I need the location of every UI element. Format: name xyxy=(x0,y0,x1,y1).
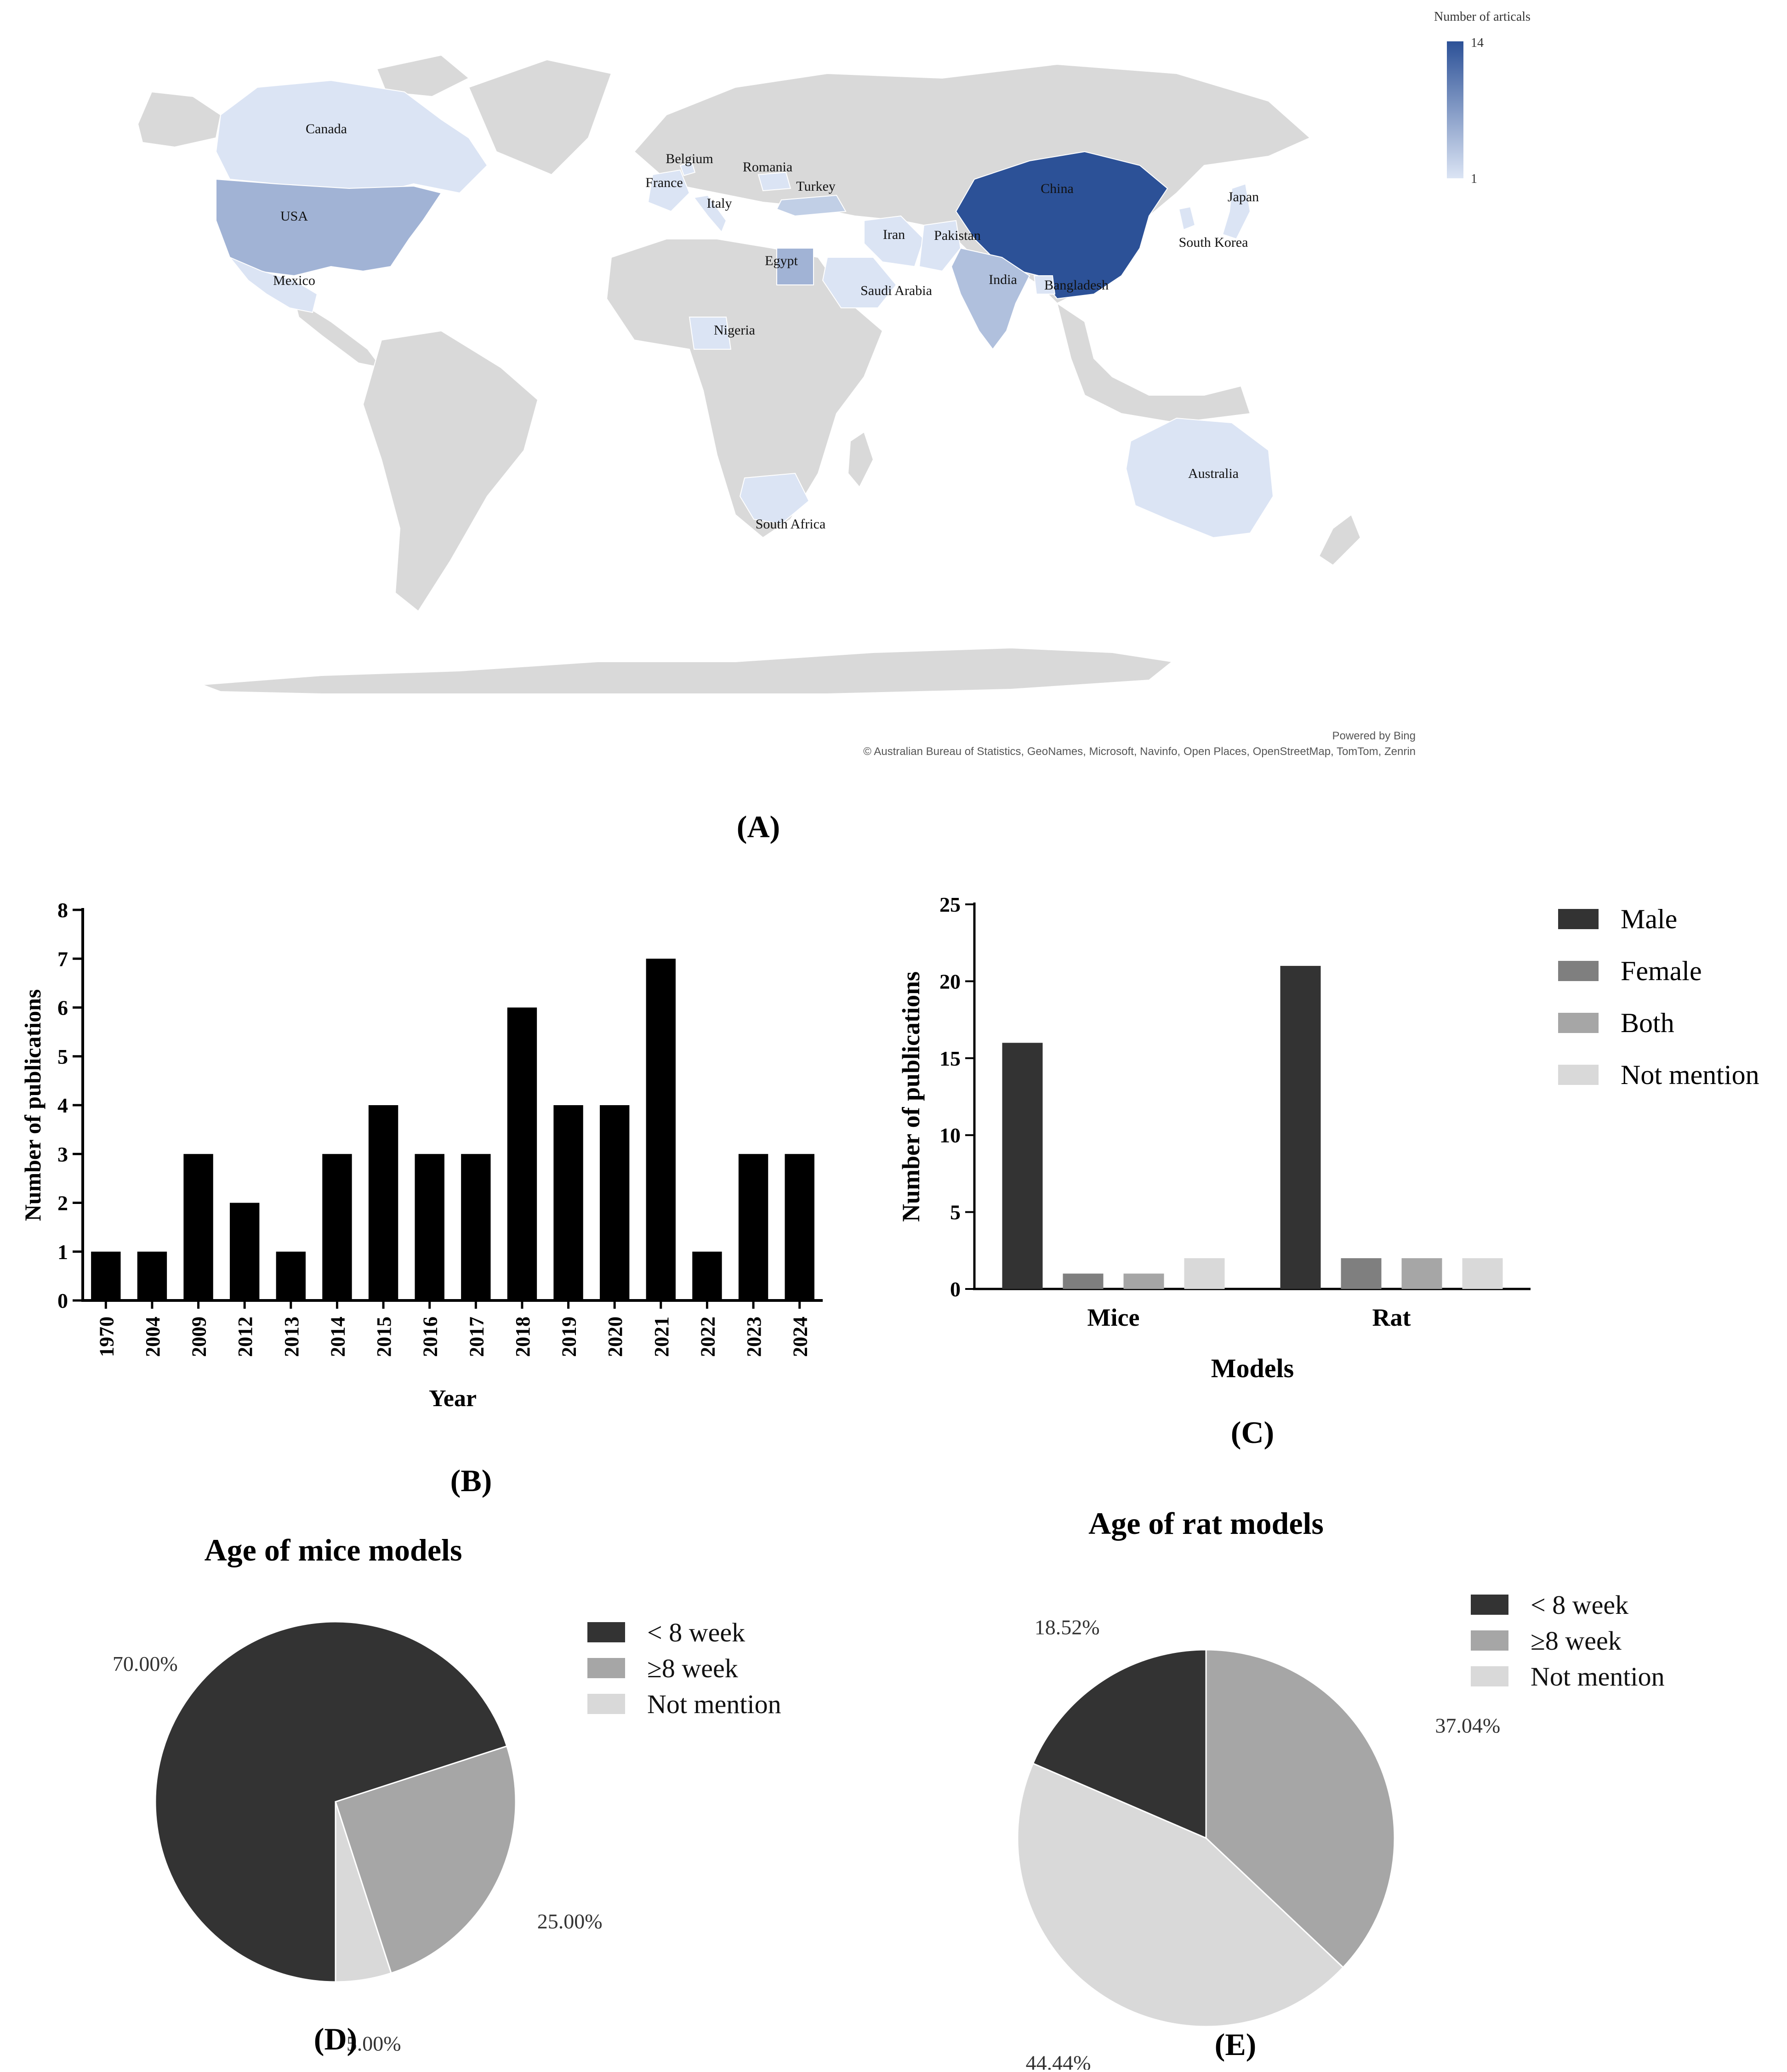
y-axis-title: Number of publications xyxy=(20,989,46,1221)
bar-2018 xyxy=(507,1008,537,1301)
alaska-land xyxy=(138,92,221,147)
legend-label-both: Both xyxy=(1621,1008,1674,1038)
legend-swatch-0 xyxy=(587,1622,625,1642)
country-label-romania: Romania xyxy=(742,159,793,175)
bar-2020 xyxy=(600,1105,629,1300)
y-tick-label: 20 xyxy=(939,970,961,993)
bar-2014 xyxy=(322,1154,352,1300)
country-label-belgium: Belgium xyxy=(666,151,713,166)
sex-bar-panel xyxy=(873,873,1787,1461)
x-tick-label: Rat xyxy=(1372,1304,1411,1331)
bar-2019 xyxy=(553,1105,583,1300)
legend-label-not-mention: Not mention xyxy=(1621,1060,1759,1090)
bar-2015 xyxy=(369,1105,398,1300)
x-tick-label: 2024 xyxy=(789,1317,812,1357)
bar-rat-female xyxy=(1341,1258,1382,1289)
panel-label-c: (C) xyxy=(1230,1415,1275,1450)
country-canada xyxy=(216,80,487,193)
bar-2012 xyxy=(230,1203,259,1301)
y-tick-label: 8 xyxy=(57,898,68,922)
y-tick-label: 2 xyxy=(57,1191,68,1215)
legend-swatch-both xyxy=(1558,1013,1599,1033)
pie-value-label: 70.00% xyxy=(112,1652,178,1676)
bar-2004 xyxy=(137,1252,167,1300)
bar-mice-female xyxy=(1063,1274,1104,1289)
country-label-turkey: Turkey xyxy=(796,179,836,194)
pie-value-label: 5.00% xyxy=(346,2032,401,2055)
panel-label-e: (E) xyxy=(1214,2027,1257,2062)
legend-label-0: < 8 week xyxy=(1531,1590,1629,1620)
legend-label-female: Female xyxy=(1621,956,1702,986)
year-bar-panel xyxy=(0,873,873,1498)
country-label-nigeria: Nigeria xyxy=(714,323,755,338)
x-tick-label: 2021 xyxy=(650,1317,673,1357)
legend-min-label: 1 xyxy=(1471,172,1477,186)
y-tick-label: 3 xyxy=(57,1142,68,1166)
bar-mice-both xyxy=(1124,1274,1164,1289)
y-tick-label: 5 xyxy=(57,1045,68,1068)
legend-swatch-2 xyxy=(1471,1666,1508,1686)
world-map xyxy=(0,0,1787,804)
x-tick-label: 2023 xyxy=(743,1317,766,1357)
legend-swatch-female xyxy=(1558,961,1599,981)
panel-label-d: (D) xyxy=(313,2021,358,2056)
x-tick-label: 2014 xyxy=(326,1317,349,1357)
x-tick-label: 2017 xyxy=(465,1317,488,1357)
bar-mice-male xyxy=(1002,1043,1043,1289)
pie-value-label: 37.04% xyxy=(1435,1714,1501,1737)
pie-value-label: 25.00% xyxy=(537,1909,603,1933)
x-tick-label: 2013 xyxy=(280,1317,303,1357)
map-attribution: © Australian Bureau of Statistics, GeoNames, Microsoft, Navinfo, Open Places, OpenStreetMap, TomTom, Zenrin xyxy=(863,745,1416,758)
x-tick-label: Mice xyxy=(1087,1304,1140,1331)
legend-swatch-0 xyxy=(1471,1595,1508,1615)
y-tick-label: 5 xyxy=(950,1200,961,1224)
country-label-usa: USA xyxy=(280,209,308,224)
antarctica-land xyxy=(202,648,1172,694)
country-label-mexico: Mexico xyxy=(273,273,315,288)
x-axis-title: Models xyxy=(1211,1353,1294,1383)
publications-by-year-chart xyxy=(0,873,873,1498)
country-label-pakistan: Pakistan xyxy=(934,228,981,243)
country-label-india: India xyxy=(989,272,1017,287)
country-label-china: China xyxy=(1041,181,1074,196)
y-tick-label: 25 xyxy=(939,893,961,916)
bar-2017 xyxy=(461,1154,490,1300)
pie-title: Age of rat models xyxy=(1088,1506,1324,1541)
y-axis-title: Number of publications xyxy=(897,971,925,1222)
bar-rat-male xyxy=(1280,966,1321,1289)
rat-age-panel xyxy=(873,1489,1787,2070)
panel-label-a: (A) xyxy=(736,809,780,844)
x-tick-label: 2022 xyxy=(696,1317,719,1357)
bar-2023 xyxy=(739,1154,768,1300)
powered-by: Powered by Bing xyxy=(1332,730,1416,742)
bar-2024 xyxy=(785,1154,814,1300)
bar-2009 xyxy=(183,1154,213,1300)
mice-age-panel xyxy=(0,1516,873,2070)
rat-age-pie-chart xyxy=(873,1489,1787,2070)
country-label-south-africa: South Africa xyxy=(755,517,826,532)
panel-label-b: (B) xyxy=(450,1463,492,1498)
pie-title: Age of mice models xyxy=(204,1533,462,1567)
x-tick-label: 2019 xyxy=(558,1317,580,1357)
country-label-japan: Japan xyxy=(1227,189,1259,204)
map-panel xyxy=(0,0,1787,844)
country-label-canada: Canada xyxy=(306,121,347,136)
country-label-australia: Australia xyxy=(1188,466,1239,481)
pie-value-label: 18.52% xyxy=(1034,1615,1100,1639)
country-label-south-korea: South Korea xyxy=(1178,235,1248,250)
x-tick-label: 2015 xyxy=(373,1317,396,1357)
legend-swatch-2 xyxy=(587,1694,625,1714)
south-america-land xyxy=(363,331,538,611)
legend-label-0: < 8 week xyxy=(647,1618,746,1647)
publications-by-sex-chart xyxy=(873,873,1787,1461)
y-tick-label: 6 xyxy=(57,996,68,1020)
country-label-italy: Italy xyxy=(706,196,732,211)
new-zealand-land xyxy=(1319,515,1360,565)
x-tick-label: 2004 xyxy=(141,1317,164,1357)
bar-mice-not-mention xyxy=(1184,1258,1225,1289)
bar-rat-both xyxy=(1402,1258,1442,1289)
country-usa xyxy=(216,179,441,276)
map-legend xyxy=(1434,10,1531,186)
x-tick-label: 2012 xyxy=(234,1317,257,1357)
bar-1970 xyxy=(91,1252,120,1300)
x-tick-label: 2018 xyxy=(511,1317,534,1357)
y-tick-label: 0 xyxy=(57,1289,68,1312)
mice-age-pie-chart xyxy=(0,1516,873,2070)
legend-swatch-not-mention xyxy=(1558,1065,1599,1085)
legend-max-label: 14 xyxy=(1471,36,1484,50)
x-tick-label: 2016 xyxy=(419,1317,442,1357)
pie-value-label: 44.44% xyxy=(1025,2051,1091,2070)
x-tick-label: 1970 xyxy=(95,1317,118,1357)
country-south-korea xyxy=(1179,207,1195,230)
madagascar-land xyxy=(848,432,873,487)
legend-swatch-1 xyxy=(1471,1630,1508,1651)
legend-title: Number of articals xyxy=(1434,10,1531,24)
bar-2016 xyxy=(415,1154,444,1300)
y-tick-label: 0 xyxy=(950,1277,961,1301)
country-label-bangladesh: Bangladesh xyxy=(1044,278,1109,293)
x-axis-title: Year xyxy=(429,1385,477,1412)
bar-2022 xyxy=(692,1252,722,1300)
bar-2013 xyxy=(276,1252,306,1300)
country-label-saudi-arabia: Saudi Arabia xyxy=(860,283,932,298)
greenland-land xyxy=(469,60,611,175)
y-tick-label: 15 xyxy=(939,1046,961,1070)
bar-2021 xyxy=(646,959,676,1300)
y-tick-label: 4 xyxy=(57,1094,68,1117)
southeast-asia-land xyxy=(1057,303,1250,423)
bar-rat-not-mention xyxy=(1463,1258,1503,1289)
legend-label-1: ≥8 week xyxy=(1531,1626,1622,1656)
legend-swatch-1 xyxy=(587,1658,625,1678)
x-tick-label: 2020 xyxy=(604,1317,627,1357)
x-tick-label: 2009 xyxy=(188,1317,211,1357)
country-romania xyxy=(758,172,791,191)
y-tick-label: 1 xyxy=(57,1240,68,1264)
country-label-france: France xyxy=(645,175,683,190)
legend-label-male: Male xyxy=(1621,904,1678,934)
legend-color-bar xyxy=(1447,41,1463,178)
y-tick-label: 10 xyxy=(939,1124,961,1147)
legend-label-2: Not mention xyxy=(1531,1662,1665,1692)
y-tick-label: 7 xyxy=(57,947,68,971)
legend-swatch-male xyxy=(1558,909,1599,929)
country-label-egypt: Egypt xyxy=(765,253,798,268)
legend-label-1: ≥8 week xyxy=(647,1653,738,1683)
country-label-iran: Iran xyxy=(882,227,905,242)
legend-label-2: Not mention xyxy=(647,1689,781,1719)
